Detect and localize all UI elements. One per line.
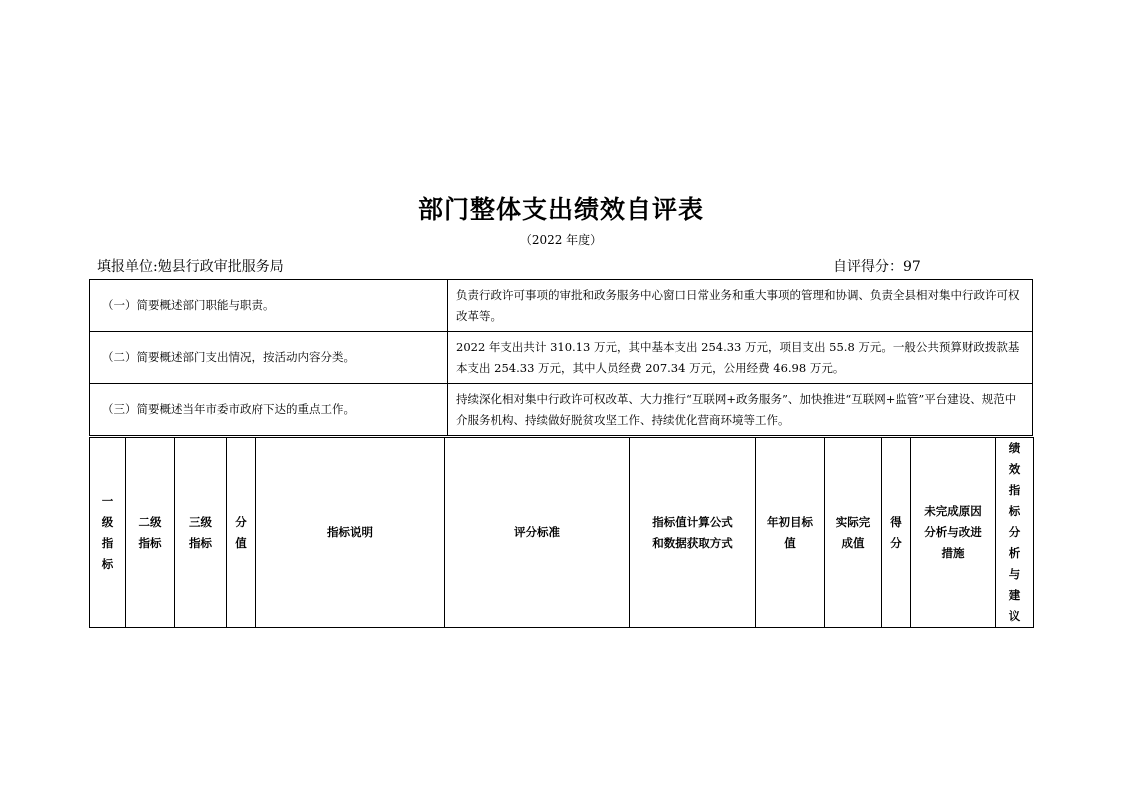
header-actual-value: 实际完成值: [825, 438, 882, 628]
summary-answer: 持续深化相对集中行政许可权改革、大力推行“互联网+政务服务”、加快推进“互联网+监管”平台建设、规范中介服务机构、持续做好脱贫攻坚工作、持续优化营商环境等工作。: [448, 384, 1033, 436]
header-formula: 指标值计算公式和数据获取方式: [630, 438, 756, 628]
summary-table: [89, 279, 1033, 436]
header-reason-measures: 未完成原因分析与改进措施: [911, 438, 996, 628]
header-score: 得分: [882, 438, 911, 628]
summary-question: （三）简要概述当年市委市政府下达的重点工作。: [90, 384, 448, 436]
indicator-header-table: [89, 437, 1034, 628]
summary-question: （一）简要概述部门职能与职责。: [90, 280, 448, 332]
summary-question: （二）简要概述部门支出情况，按活动内容分类。: [90, 332, 448, 384]
header-target-value: 年初目标值: [756, 438, 825, 628]
header-analysis-suggestions: 绩效指标分析与建议: [996, 438, 1034, 628]
header-level2-indicator: 二级指标: [126, 438, 175, 628]
summary-row: [90, 280, 1033, 332]
page-title: 部门整体支出绩效自评表: [417, 195, 704, 224]
header-points: 分值: [227, 438, 256, 628]
header-level1-indicator: 一级指标: [90, 438, 126, 628]
header-criteria: 评分标准: [445, 438, 630, 628]
summary-answer: 2022 年支出共计 310.13 万元，其中基本支出 254.33 万元，项目支出 55.8 万元。一般公共预算财政拨款基本支出 254.33 万元，其中人员经费 207.34 万元，公用经费 46.98 万元。: [448, 332, 1033, 384]
header-level3-indicator: 三级指标: [175, 438, 227, 628]
reporting-unit: 填报单位:勉县行政审批服务局: [97, 259, 284, 275]
header-description: 指标说明: [256, 438, 445, 628]
summary-row: [90, 332, 1033, 384]
year-subtitle: （2022 年度）: [519, 233, 603, 247]
summary-answer: 负责行政许可事项的审批和政务服务中心窗口日常业务和重大事项的管理和协调、负责全县相对集中行政许可权改革等。: [448, 280, 1033, 332]
summary-row: [90, 384, 1033, 436]
self-evaluation-score: 自评得分：97: [833, 259, 921, 275]
